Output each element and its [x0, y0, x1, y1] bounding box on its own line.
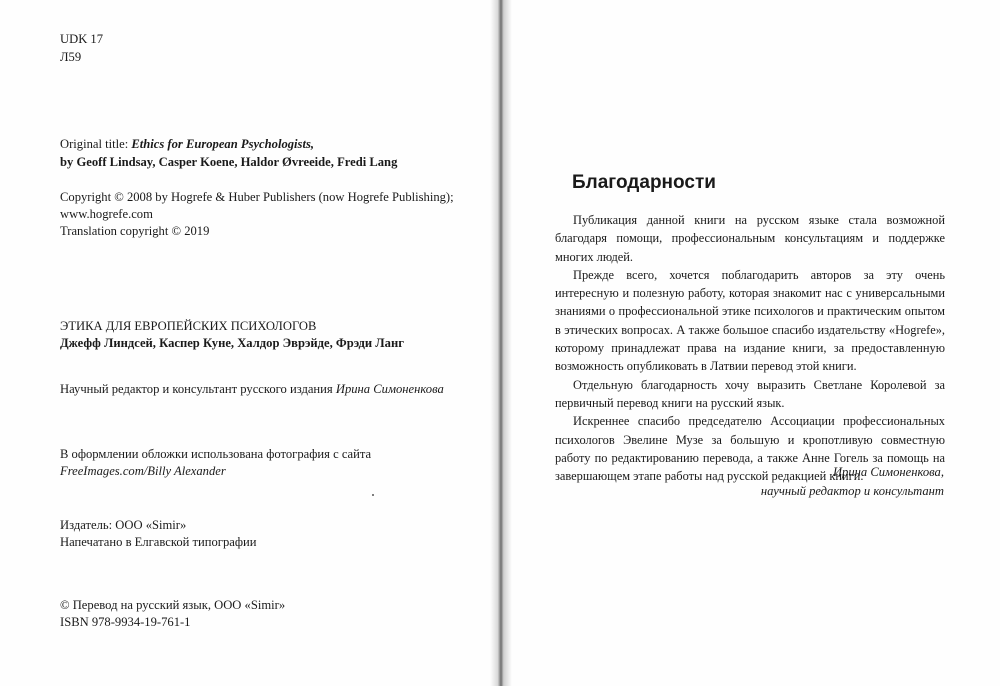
original-title-line [60, 136, 314, 153]
title-ru: ЭТИКА ДЛЯ ЕВРОПЕЙСКИХ ПСИХОЛОГОВ [60, 319, 317, 333]
paper-speck [372, 494, 374, 496]
signature-role: научный редактор и консультант [760, 484, 944, 498]
paragraph: Искреннее спасибо председателю Ассоциации профессиональных психологов Эвелине Музе за большую и кропотливую совместную работу по редактированию перевода, а также Анне Гогель за помощь на завершающем этапе работы над русской редакцией книги. [555, 414, 945, 484]
paragraph: Публикация данной книги на русском языке стала возможной благодаря помощи, профессиональным консультациям и поддержке многих людей. [555, 213, 945, 264]
cover-line: В оформлении обложки использована фотография с сайта [60, 447, 372, 461]
signature-name: Ирина Симоненкова, [832, 465, 944, 479]
library-code: Л59 [60, 50, 82, 64]
original-title: Ethics for European Psychologists, [131, 137, 314, 151]
authors-en: by Geoff Lindsay, Casper Koene, Haldor Øvreeide, Fredi Lang [60, 155, 398, 169]
page-title: Благодарности [572, 172, 716, 193]
acknowledgements-body [555, 211, 945, 485]
printer: Напечатано в Елгавской типографии [60, 535, 257, 549]
editor-name: Ирина Симоненкова [335, 382, 444, 396]
original-title-label: Original title: [60, 137, 132, 151]
translation-rights: © Перевод на русский язык, ООО «Simir» [60, 598, 286, 612]
isbn: ISBN 978-9934-19-761-1 [60, 615, 191, 629]
copyright-line: Copyright © 2008 by Hogrefe & Huber Publishers (now Hogrefe Publishing); [60, 190, 454, 204]
paragraph: Отдельную благодарность хочу выразить Светлане Королевой за первичный перевод книги на русский язык. [555, 377, 945, 410]
authors-ru: Джефф Линдсей, Каспер Куне, Халдор Эврэйде, Фрэди Ланг [60, 336, 404, 350]
translation-copyright: Translation copyright © 2019 [60, 224, 210, 238]
website: www.hogrefe.com [60, 207, 153, 221]
publisher: Издатель: ООО «Simir» [60, 518, 187, 532]
cover-credit: FreeImages.com/Billy Alexander [60, 464, 226, 478]
udk-code: UDK 17 [60, 32, 104, 46]
editor-label: Научный редактор и консультант русского издания [60, 382, 336, 396]
editor-line [60, 381, 444, 398]
signature [761, 463, 944, 501]
book-gutter [490, 0, 512, 686]
paragraph: Прежде всего, хочется поблагодарить авторов за эту очень интересную и полезную работу, которая знакомит нас с универсальными знаниями о профессиональной этике психологов и практическим опытом в этических вопросах. А также большое спасибо издательству «Hogrefe», которому принадлежат права на издание книги, за предоставленную возможность опубликовать в Латвии перевод этой книги. [555, 267, 945, 374]
